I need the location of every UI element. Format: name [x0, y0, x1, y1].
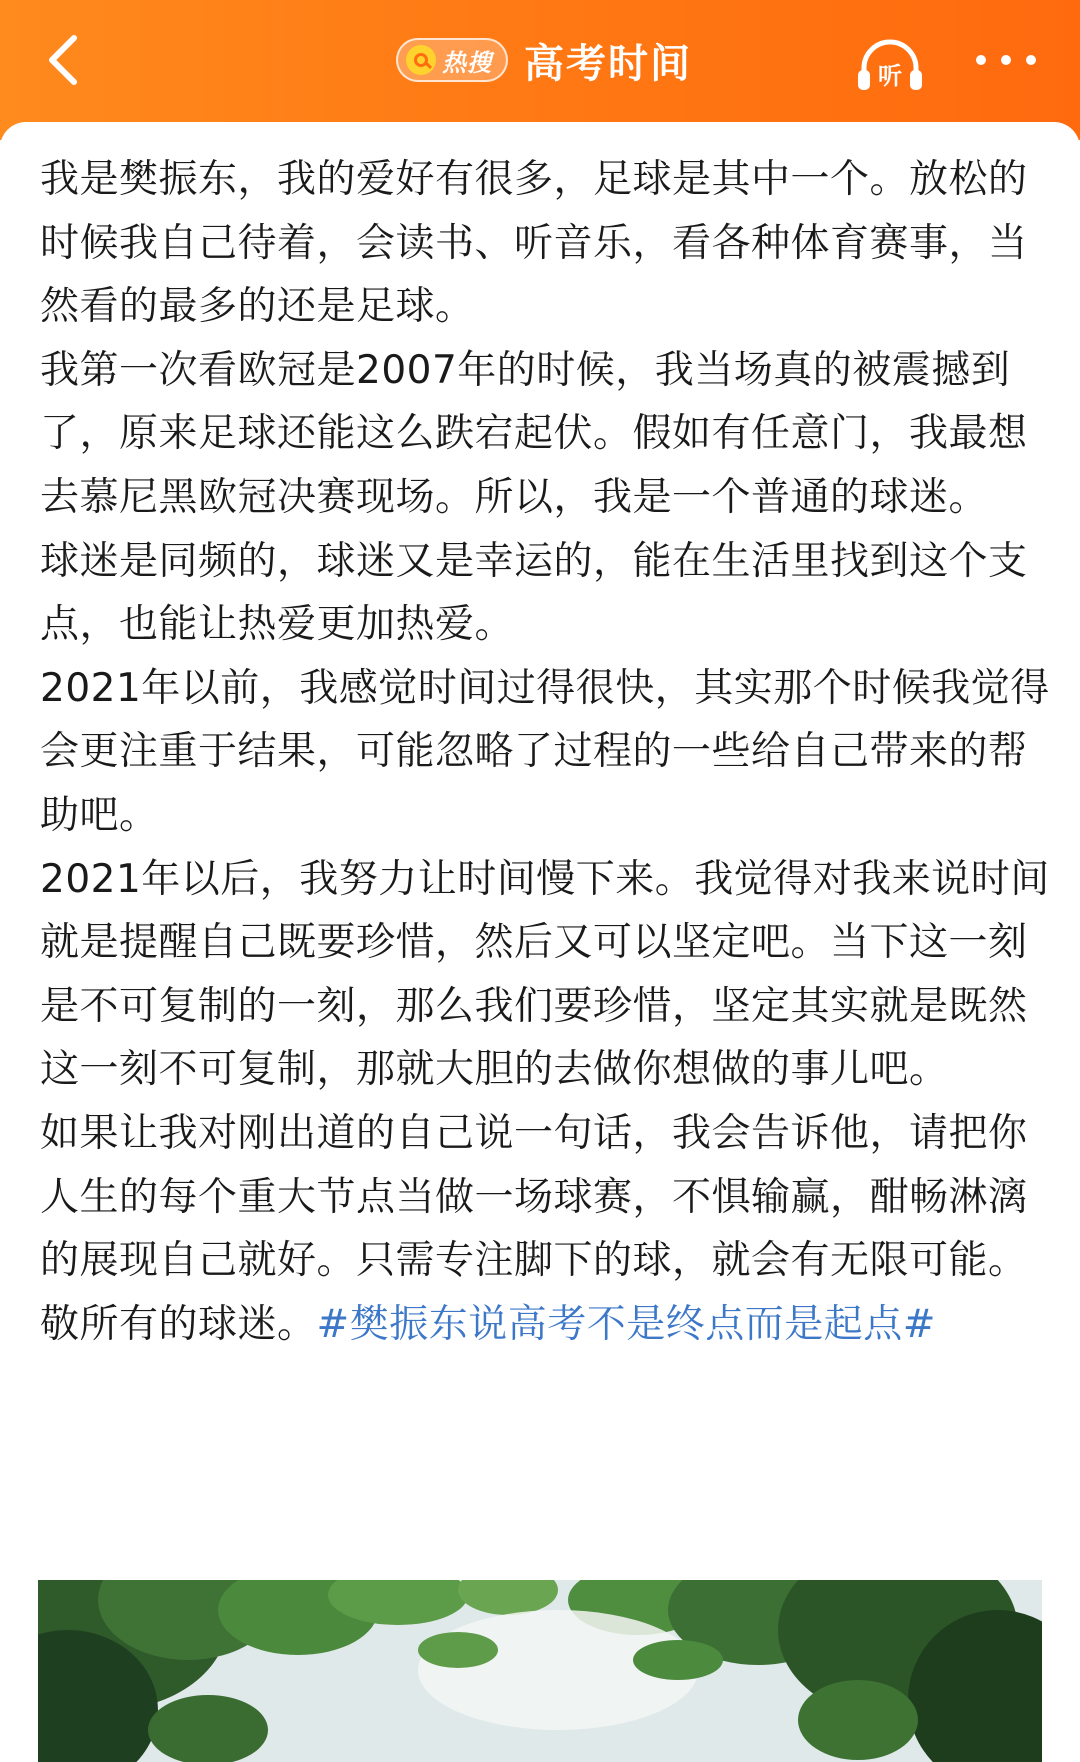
post-paragraph-4: 2021年以前，我感觉时间过得很快，其实那个时候我觉得会更注重于结果，可能忽略了过程的一些给自己带来的帮助吧。: [40, 665, 1050, 838]
more-button[interactable]: [970, 40, 1042, 80]
post-photo[interactable]: [38, 1580, 1042, 1762]
top-bar: [0, 0, 1080, 140]
back-arrow-icon: [44, 32, 84, 88]
page-title: 高考时间: [524, 40, 692, 87]
post-paragraph-2: 我第一次看欧冠是2007年的时候，我当场真的被震撼到了，原来足球还能这么跌宕起伏。假如有任意门，我最想去慕尼黑欧冠决赛现场。所以，我是一个普通的球迷。: [40, 347, 1028, 520]
post-paragraph-3: 球迷是同频的，球迷又是幸运的，能在生活里找到这个支点，也能让热爱更加热爱。: [40, 538, 1028, 648]
listen-label: 听: [878, 62, 902, 90]
post-paragraph-5: 2021年以后，我努力让时间慢下来。我觉得对我来说时间就是提醒自己既要珍惜，然后又可以坚定吧。当下这一刻是不可复制的一刻，那么我们要珍惜，坚定其实就是既然这一刻不可复制，那就大胆的去做你想做的事儿吧。: [40, 856, 1050, 1093]
post-closing-line: [40, 1293, 1050, 1357]
trees-photo: [38, 1580, 1042, 1762]
more-dots-icon: [976, 55, 986, 65]
back-button[interactable]: [28, 24, 100, 96]
search-icon: [406, 45, 436, 75]
listen-button[interactable]: [854, 34, 926, 94]
hashtag-link[interactable]: #樊振东说高考不是终点而是起点#: [316, 1301, 936, 1347]
post-paragraph-6: 如果让我对刚出道的自己说一句话，我会告诉他，请把你人生的每个重大节点当做一场球赛，不惧输赢，酣畅淋漓的展现自己就好。只需专注脚下的球，就会有无限可能。: [40, 1110, 1028, 1284]
header-title-group[interactable]: [396, 30, 692, 90]
hot-search-label: 热搜: [442, 48, 492, 77]
hot-search-badge[interactable]: [396, 38, 508, 82]
post-closing-text: 敬所有的球迷。: [40, 1301, 317, 1347]
post-paragraph-1: 我是樊振东，我的爱好有很多，足球是其中一个。放松的时候我自己待着，会读书、听音乐，看各种体育赛事，当然看的最多的还是足球。: [40, 157, 1028, 330]
post-body: [40, 148, 1050, 1356]
